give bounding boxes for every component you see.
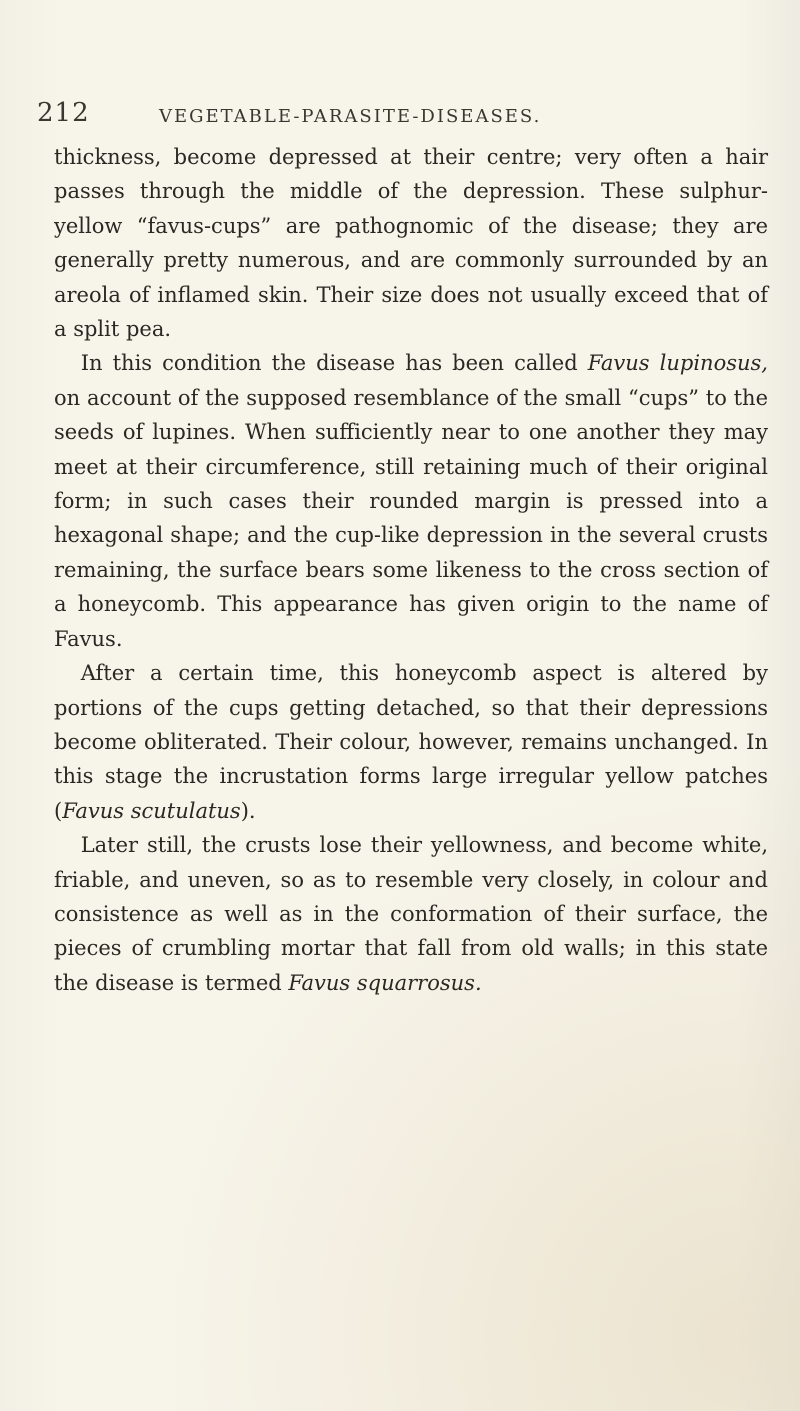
paragraph-text: thickness, become depressed at their centre; very often a hair passes through the middle of the depression. These sulphur-yellow “favus-cups” are pathognomic of the disease; they are generally pretty numerous, and are commonly surrounded by an areola of inflamed skin. Their size does not usually exceed that of a split pea. bbox=[54, 145, 768, 342]
italic-term: Favus lupinosus, bbox=[587, 351, 768, 376]
paragraph-text: Later still, the crusts lose their yellowness, and become white, friable, and uneven, so as to resemble very closely, in colour and consistence as well as in the conformation of their surface, the pieces of crumbling mortar that fall from old walls; in this state the disease is termed bbox=[54, 833, 768, 995]
page-header bbox=[37, 98, 767, 138]
paragraph-text: After a certain time, this honeycomb aspect is altered by portions of the cups getting detached, so that their depressions become obliterated. Their colour, however, remains unchanged. In this stage the incrustation forms large irregular yellow patches ( bbox=[54, 661, 768, 823]
running-title: VEGETABLE-PARASITE-DISEASES. bbox=[159, 106, 542, 127]
paragraph-text: ). bbox=[240, 798, 256, 823]
page-number: 212 bbox=[37, 98, 90, 128]
paragraph-favus-lupinosus bbox=[54, 346, 768, 656]
paragraph-text: In this condition the disease has been called bbox=[80, 351, 588, 376]
paragraph-favus-squarrosus bbox=[54, 828, 768, 1000]
paragraph-continuation bbox=[54, 140, 768, 346]
paragraph-text: on account of the supposed resemblance of the small “cups” to the seeds of lupines. When sufficiently near to one another they may meet at their circumference, still retaining much of their original form; in such cases their rounded margin is pressed into a hexagonal shape; and the cup-like depression in the several crusts remaining, the surface bears some likeness to the cross section of a honeycomb. This appearance has given origin to the name of Favus. bbox=[54, 385, 768, 651]
italic-term: Favus scutulatus bbox=[62, 798, 241, 823]
paragraph-favus-scutulatus bbox=[54, 656, 768, 828]
body-text bbox=[54, 140, 768, 1000]
italic-term: Favus squarrosus. bbox=[288, 970, 482, 995]
